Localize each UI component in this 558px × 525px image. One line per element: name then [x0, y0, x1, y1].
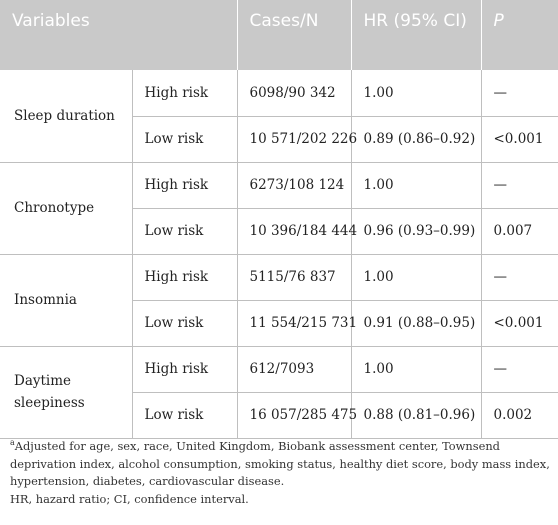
variable-cell: Insomnia: [0, 254, 132, 346]
risk-cell: High risk: [132, 346, 237, 392]
risk-cell: High risk: [132, 70, 237, 116]
variable-cell: Sleep duration: [0, 70, 132, 162]
risk-cell: Low risk: [132, 116, 237, 162]
table-row: [0, 70, 558, 116]
header-hr: HR (95% CI): [351, 0, 481, 70]
header-cases: Cases/N: [237, 0, 351, 70]
risk-cell: High risk: [132, 162, 237, 208]
table-row: [0, 254, 558, 300]
variable-cell: Daytime sleepiness: [0, 346, 132, 438]
footnote-adjusted-text: Adjusted for age, sex, race, United Kingdom, Biobank assessment center, Townsend deprivation index, alcohol consumption, smoking status, healthy diet score, body mass index, hypertension, diabetes, cardiovascular disease.: [10, 439, 550, 488]
header-variables: Variables: [0, 0, 237, 70]
cases-cell: 5115/76 837: [237, 254, 351, 300]
hr-cell: 0.96 (0.93–0.99): [351, 208, 481, 254]
cases-cell: 11 554/215 731: [237, 300, 351, 346]
risk-cell: Low risk: [132, 392, 237, 438]
hr-cell: 1.00: [351, 162, 481, 208]
cases-cell: 10 571/202 226: [237, 116, 351, 162]
table-footnotes: [10, 438, 550, 508]
p-cell: 0.002: [481, 392, 558, 438]
hr-cell: 0.88 (0.81–0.96): [351, 392, 481, 438]
header-p: P: [481, 0, 558, 70]
p-cell: <0.001: [481, 300, 558, 346]
cases-cell: 16 057/285 475: [237, 392, 351, 438]
hr-cell: 0.89 (0.86–0.92): [351, 116, 481, 162]
hr-cell: 0.91 (0.88–0.95): [351, 300, 481, 346]
hr-cell: 1.00: [351, 254, 481, 300]
footnote-mark: a: [10, 438, 15, 448]
p-cell: —: [481, 162, 558, 208]
footnote-adjusted: [10, 438, 550, 491]
p-cell: 0.007: [481, 208, 558, 254]
table-row: [0, 162, 558, 208]
p-cell: —: [481, 346, 558, 392]
table-row: [0, 346, 558, 392]
cases-cell: 612/7093: [237, 346, 351, 392]
p-cell: —: [481, 254, 558, 300]
header-row: [0, 0, 558, 70]
hr-cell: 1.00: [351, 70, 481, 116]
hr-cell: 1.00: [351, 346, 481, 392]
risk-cell: High risk: [132, 254, 237, 300]
variable-cell: Chronotype: [0, 162, 132, 254]
p-cell: <0.001: [481, 116, 558, 162]
cases-cell: 10 396/184 444: [237, 208, 351, 254]
cases-cell: 6273/108 124: [237, 162, 351, 208]
cases-cell: 6098/90 342: [237, 70, 351, 116]
risk-cell: Low risk: [132, 300, 237, 346]
p-cell: —: [481, 70, 558, 116]
footnote-abbreviations: HR, hazard ratio; CI, confidence interval.: [10, 491, 249, 506]
risk-cell: Low risk: [132, 208, 237, 254]
